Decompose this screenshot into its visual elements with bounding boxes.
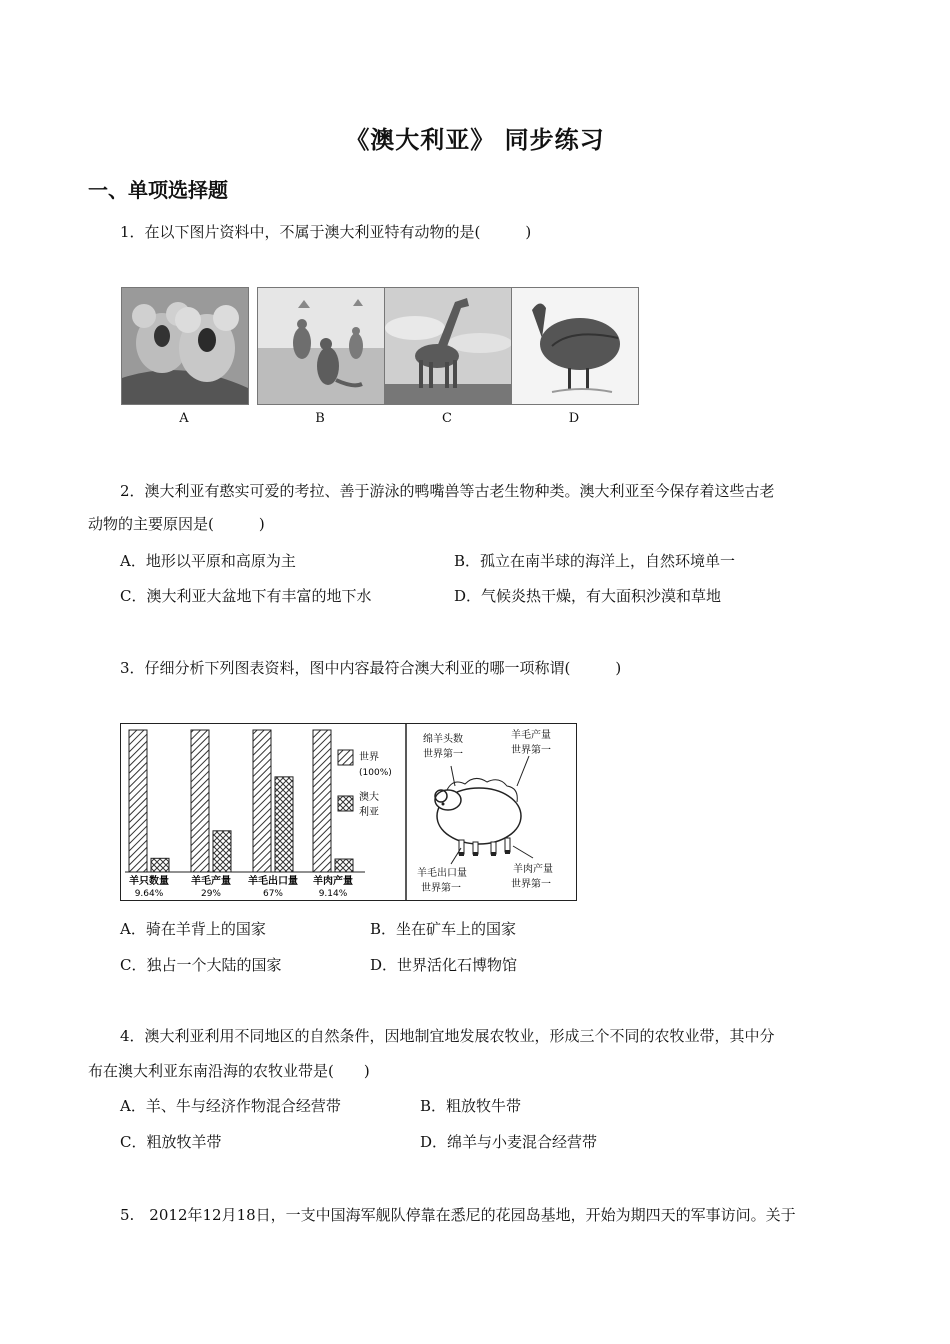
category-label-0: 羊只数量 bbox=[129, 876, 169, 887]
image-label-b: B bbox=[315, 411, 325, 426]
annotation-wool-output-rank: 世界第一 bbox=[511, 745, 551, 756]
image-label-d: D bbox=[568, 411, 580, 426]
q2-option-d: D．气候炎热干燥，有大面积沙漠和草地 bbox=[454, 587, 722, 605]
emu-image bbox=[511, 287, 639, 405]
category-label-2: 羊毛出口量 bbox=[248, 876, 298, 887]
bar-australia-0 bbox=[151, 858, 169, 872]
annotation-wool-export: 羊毛出口量 bbox=[417, 868, 467, 879]
q4-option-b: B．粗放牧牛带 bbox=[420, 1097, 522, 1115]
q4-option-c: C．粗放牧羊带 bbox=[120, 1133, 222, 1151]
legend-australia-label-2: 利亚 bbox=[359, 807, 379, 818]
annotation-mutton-output-rank: 世界第一 bbox=[511, 879, 551, 890]
kangaroo-image bbox=[257, 287, 385, 405]
bar-world-1 bbox=[191, 730, 209, 872]
bar-australia-2 bbox=[275, 777, 293, 872]
bar-world-0 bbox=[129, 730, 147, 872]
legend-australia-swatch bbox=[338, 796, 353, 811]
annotation-sheep-count-rank: 世界第一 bbox=[423, 749, 463, 760]
category-pct-label-2: 67% bbox=[262, 889, 284, 899]
category-pct-label-0: 9.64% bbox=[134, 889, 164, 899]
annotation-wool-output: 羊毛产量 bbox=[511, 730, 551, 741]
category-label-3: 羊肉产量 bbox=[313, 876, 353, 887]
question-3-text: 3．仔细分析下列图表资料，图中内容最符合澳大利亚的哪一项称谓( ) bbox=[120, 659, 622, 677]
category-pct-label-1: 29% bbox=[200, 889, 222, 899]
giraffe-image bbox=[384, 287, 512, 405]
question-1-text: 1．在以下图片资料中，不属于澳大利亚特有动物的是( ) bbox=[120, 223, 532, 241]
section-title: 一、单项选择题 bbox=[88, 178, 228, 202]
page-title: 《澳大利亚》 同步练习 bbox=[345, 126, 605, 154]
q4-option-d: D．绵羊与小麦混合经营带 bbox=[420, 1133, 598, 1151]
legend-australia-label-1: 澳大 bbox=[359, 792, 379, 803]
q2-option-c: C．澳大利亚大盆地下有丰富的地下水 bbox=[120, 587, 372, 605]
bar-australia-1 bbox=[213, 831, 231, 872]
question-2-line-2: 动物的主要原因是( ) bbox=[88, 515, 265, 533]
legend-world-label: 世界 bbox=[359, 752, 379, 763]
sheep-chart bbox=[120, 723, 577, 901]
question-2-line-1: 2．澳大利亚有憨实可爱的考拉、善于游泳的鸭嘴兽等古老生物种类。澳大利亚至今保存着这些古老 bbox=[120, 482, 775, 500]
bar-world-2 bbox=[253, 730, 271, 872]
question-4-line-2: 布在澳大利亚东南沿海的农牧业带是( ) bbox=[88, 1062, 370, 1080]
question-4-line-1: 4．澳大利亚利用不同地区的自然条件，因地制宜地发展农牧业，形成三个不同的农牧业带，其中分 bbox=[120, 1027, 775, 1045]
q3-option-c: C．独占一个大陆的国家 bbox=[120, 956, 282, 974]
image-label-a: A bbox=[179, 411, 189, 426]
q2-option-a: A．地形以平原和高原为主 bbox=[120, 552, 296, 570]
q3-option-b: B．坐在矿车上的国家 bbox=[370, 920, 517, 938]
q2-option-b: B．孤立在南半球的海洋上，自然环境单一 bbox=[454, 552, 736, 570]
koala-image bbox=[121, 287, 249, 405]
category-pct-label-3: 9.14% bbox=[318, 889, 348, 899]
image-label-c: C bbox=[442, 411, 452, 426]
bar-australia-3 bbox=[335, 859, 353, 872]
category-label-1: 羊毛产量 bbox=[191, 876, 231, 887]
bar-world-3 bbox=[313, 730, 331, 872]
legend-world-note: (100%) bbox=[359, 768, 392, 778]
annotation-mutton-output: 羊肉产量 bbox=[513, 864, 553, 875]
question-5-text: 5. 2012年12月18日，一支中国海军舰队停靠在悉尼的花园岛基地，开始为期四天的军事访问。关于 bbox=[120, 1206, 796, 1224]
legend-world-swatch bbox=[338, 750, 353, 765]
q3-option-d: D．世界活化石博物馆 bbox=[370, 956, 518, 974]
q4-option-a: A．羊、牛与经济作物混合经营带 bbox=[120, 1097, 341, 1115]
annotation-sheep-count: 绵羊头数 bbox=[423, 734, 463, 745]
q3-option-a: A．骑在羊背上的国家 bbox=[120, 920, 266, 938]
sheep-illustration bbox=[435, 756, 533, 864]
annotation-wool-export-rank: 世界第一 bbox=[421, 883, 461, 894]
